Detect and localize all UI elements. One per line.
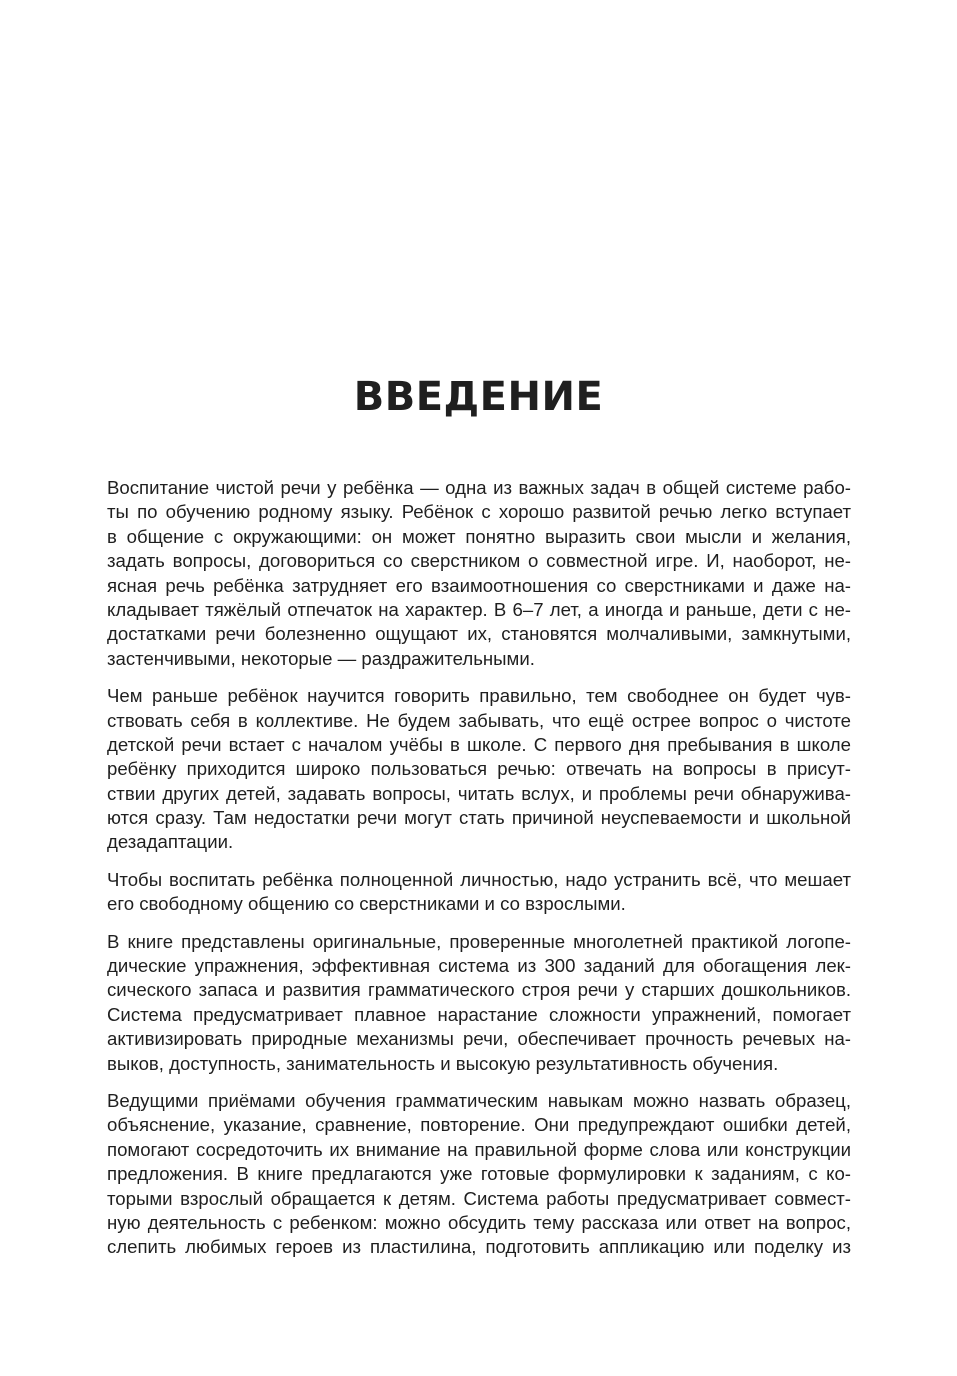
text-line: застенчивыми, некоторые — раздражительными. <box>107 647 535 669</box>
text-line: торыми взрослый обращается к детям. Система работы предусматривает совмест- <box>107 1187 851 1209</box>
text-line: в общение с окружающими: он может понятно выразить свои мысли и желания, <box>107 525 851 547</box>
text-line: объяснение, указание, сравнение, повторение. Они предупреждают ошибки детей, <box>107 1114 851 1136</box>
text-line: дические упражнения, эффективная система из 300 заданий для обогащения лек- <box>107 955 851 977</box>
text-line: активизировать природные механизмы речи, обеспечивает прочность речевых на- <box>107 1028 851 1050</box>
text-line: Ведущими приёмами обучения грамматическим навыкам можно назвать образец, <box>107 1089 851 1111</box>
text-line: сического запаса и развития грамматического строя речи у старших дошкольников. <box>107 979 851 1001</box>
text-line: Воспитание чистой речи у ребёнка — одна из важных задач в общей системе рабо- <box>107 477 851 498</box>
text-line: ты по обучению родному языку. Ребёнок с хорошо развитой речью легко вступает <box>107 501 851 523</box>
text-line: детской речи встает с началом учёбы в школе. С первого дня пребывания в школе <box>107 733 851 755</box>
text-line: Чем раньше ребёнок научится говорить правильно, тем свободнее он будет чув- <box>107 685 851 707</box>
text-line: предложения. В книге предлагаются уже готовые формулировки к заданиям, с ко- <box>107 1163 851 1185</box>
text-line: ясная речь ребёнка затрудняет его взаимоотношения со сверстниками и даже на- <box>107 574 851 596</box>
text-line: ную деятельность с ребенком: можно обсудить тему рассказа или ответ на вопрос, <box>107 1211 851 1233</box>
text-line: В книге представлены оригинальные, проверенные многолетней практикой логопе- <box>107 930 851 952</box>
text-line: его свободному общению со сверстниками и со взрослыми. <box>107 893 626 915</box>
text-line: Система предусматривает плавное нарастание сложности упражнений, помогает <box>107 1003 851 1025</box>
text-line: достатками речи болезненно ощущают их, становятся молчаливыми, замкнутыми, <box>107 623 851 645</box>
text-line: выков, доступность, занимательность и высокую результативность обучения. <box>107 1052 779 1074</box>
text-line: ются сразу. Там недостатки речи могут стать причиной неуспеваемости и школьной <box>107 807 851 829</box>
paragraph-3 <box>107 868 851 917</box>
body-text <box>107 476 851 1273</box>
text-line: слепить любимых героев из пластилина, подготовить аппликацию или поделку из <box>107 1236 851 1258</box>
paragraph-5 <box>107 1089 851 1260</box>
paragraph-2 <box>107 684 851 855</box>
text-line: ребёнку приходится широко пользоваться речью: отвечать на вопросы в присут- <box>107 758 851 780</box>
text-line: задать вопросы, договориться со сверстником о совместной игре. И, наоборот, не- <box>107 550 851 572</box>
chapter-title: ВВЕДЕНИЕ <box>353 374 604 420</box>
paragraph-1 <box>107 476 851 671</box>
text-line: ствии других детей, задавать вопросы, читать вслух, и проблемы речи обнаружива- <box>107 782 851 804</box>
text-line: кладывает тяжёлый отпечаток на характер. В 6–7 лет, а иногда и раньше, дети с не- <box>107 598 851 620</box>
text-line: ствовать себя в коллективе. Не будем забывать, что ещё острее вопрос о чистоте <box>107 709 851 731</box>
text-line: дезадаптации. <box>107 831 234 853</box>
text-line: помогают сосредоточить их внимание на правильной форме слова или конструкции <box>107 1138 851 1160</box>
paragraph-4 <box>107 930 851 1076</box>
text-line: Чтобы воспитать ребёнка полноценной личностью, надо устранить всё, что мешает <box>107 868 851 890</box>
